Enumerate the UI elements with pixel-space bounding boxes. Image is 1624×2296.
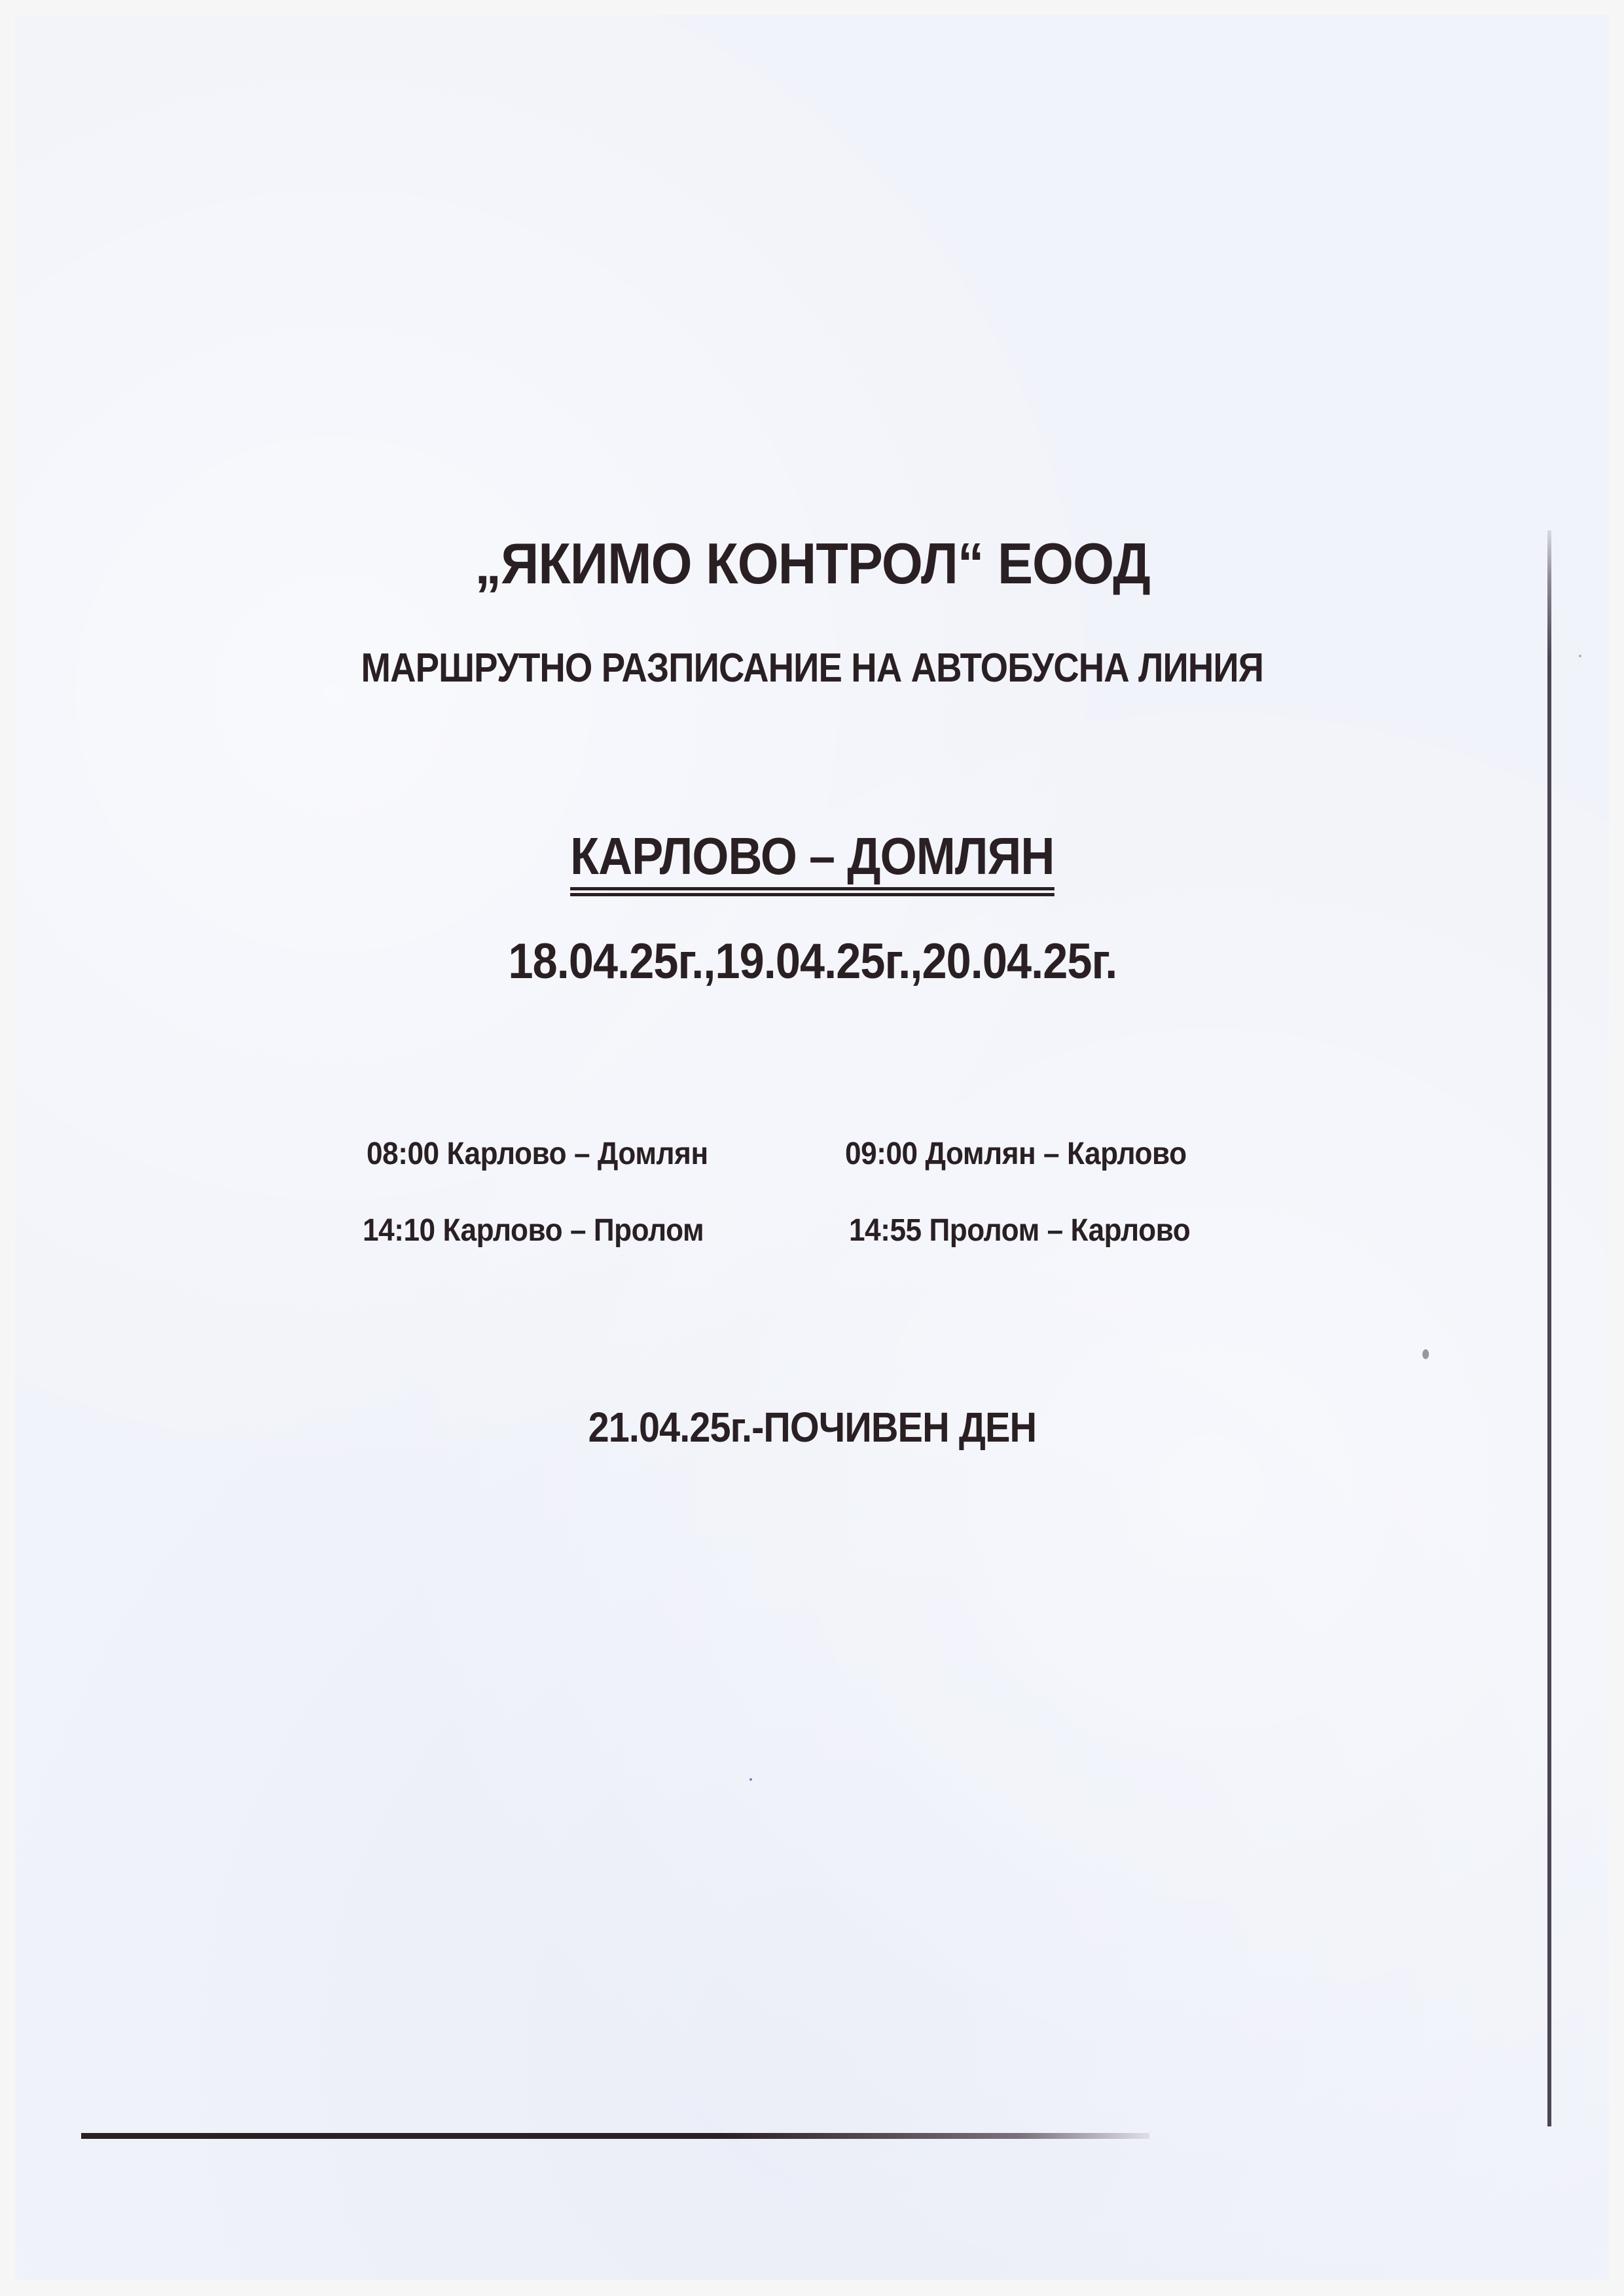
- route-title: [570, 826, 1054, 888]
- schedule-outbound-trip: 08:00 Карлово – Домлян: [367, 1137, 708, 1171]
- company-name: „ЯКИМО КОНТРОЛ“ ЕООД: [475, 531, 1150, 596]
- route-title-underline-top: [570, 887, 1054, 890]
- horizontal-rule-line: [81, 2133, 1149, 2139]
- vertical-rule-line: [1547, 530, 1551, 2126]
- scan-speck: [1579, 655, 1581, 657]
- route-title-underline-bottom: [570, 893, 1054, 896]
- route-title-text: КАРЛОВО – ДОМЛЯН: [569, 827, 1055, 885]
- schedule-outbound-trip: 14:10 Карлово – Пролом: [363, 1213, 704, 1248]
- schedule-return-trip: 14:55 Пролом – Карлово: [849, 1213, 1191, 1248]
- holiday-note: 21.04.25г.-ПОЧИВЕН ДЕН: [588, 1404, 1037, 1451]
- scanned-page: [15, 15, 1609, 2280]
- scan-speck: [749, 1778, 752, 1781]
- service-dates: 18.04.25г.,19.04.25г.,20.04.25г.: [508, 934, 1117, 989]
- route-title-container: [0, 826, 1624, 888]
- scan-speck: [1422, 1349, 1429, 1359]
- schedule-subtitle: МАРШРУТНО РАЗПИСАНИЕ НА АВТОБУСНА ЛИНИЯ: [361, 646, 1264, 691]
- schedule-return-trip: 09:00 Домлян – Карлово: [845, 1137, 1187, 1171]
